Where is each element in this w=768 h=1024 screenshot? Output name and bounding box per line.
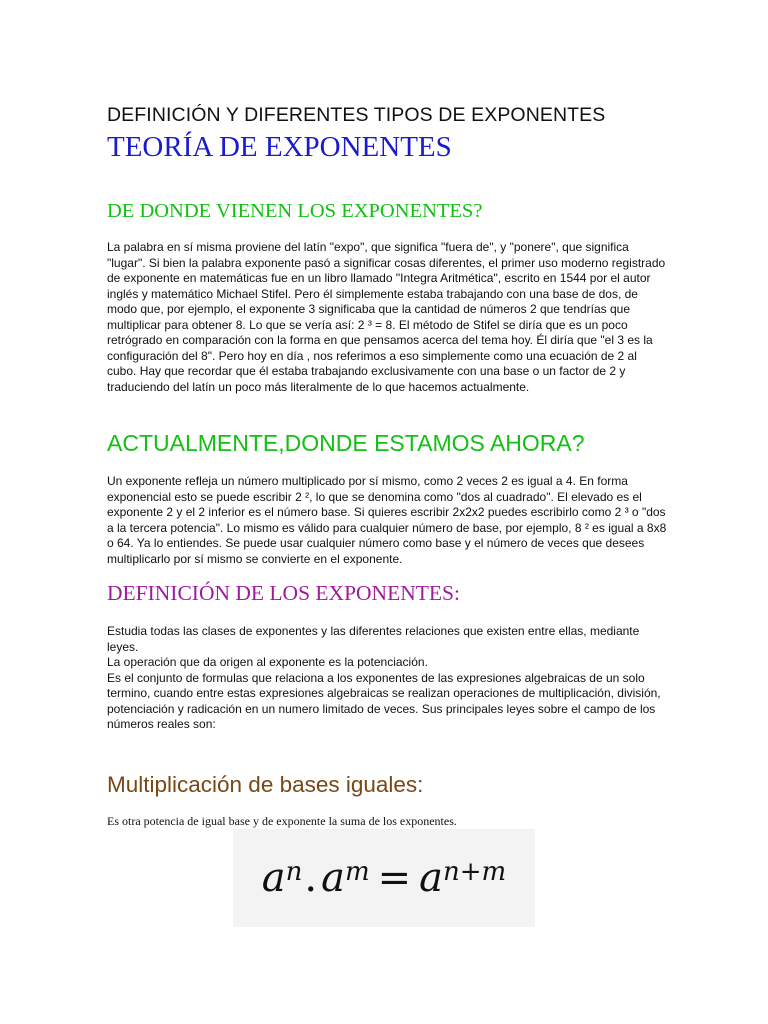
formula-expression (233, 829, 535, 927)
formula-exponent-n: n (285, 857, 303, 887)
formula-base-2: a (321, 855, 345, 901)
definition-line-3: Es el conjunto de formulas que relaciona a los exponentes de las expresiones algebraicas de un solo termino, cuando entre estas expresiones algebraicas se realizan operaciones de multiplicación, división, potenciación y radicación en un numero limitado de veces. Sus principales leyes sobre el campo de los números reales son: (107, 670, 661, 731)
definition-line-1: Estudia todas las clases de exponentes y las diferentes relaciones que existen entre ellas, mediante leyes. (107, 624, 640, 654)
formula-equals: = (377, 855, 412, 901)
paragraph-origin: La palabra en sí misma proviene del latín "expo", que significa "fuera de", y "ponere", que significa "lugar". Si bien la palabra exponente pasó a significar cosas diferentes, el primer uso moderno registrado de exponente en matemáticas fue en un libro llamado "Integra Aritmética", escrito en 1544 por el autor inglés y matemático Michael Stifel. Pero él simplemente estaba trabajando con una base de dos, de modo que, por ejemplo, el exponente 3 significaba que la cantidad de números 2 que tendrías que multiplicar para obtener 8. Lo que se vería así: 2 ³ = 8. El método de Stifel se diría que es un poco retrógrado en comparación con la forma en que pensamos acerca del tema hoy. Él diría que "el 3 es la configuración del 8". Pero hoy en día , nos referimos a eso simplemente como una ecuación de 2 al cubo. Hay que recordar que él estaba trabajando exclusivamente con una base o un factor de 2 y traduciendo del latín un poco más literalmente de lo que hacemos actualmente. (107, 240, 666, 394)
rule-description: Es otra potencia de igual base y de exponente la suma de los exponentes. (107, 814, 457, 828)
document-main-title: TEORÍA DE EXPONENTES (107, 131, 452, 163)
paragraph-definition (107, 624, 662, 733)
section-heading-multiplication: Multiplicación de bases iguales: (107, 772, 424, 797)
paragraph-current: Un exponente refleja un número multiplicado por sí mismo, como 2 veces 2 es igual a 4. En forma exponencial esto se puede escribir 2 ², lo que se denomina como "dos al cuadrado". El elevado es el exponente 2 y el 2 inferior es el número base. Si quieres escribir 2x2x2 puedes escribirlo como 2 ³ o "dos a la tercera potencia". Lo mismo es válido para cualquier número de base, por ejemplo, 8 ² es igual a 8x8 o 64. Ya lo entiendes. Se puede usar cualquier número como base y el número de veces que desees multiplicarlo por sí mismo se convierte en el exponente. (107, 474, 667, 566)
formula-dot: . (304, 855, 318, 901)
section-heading-current: ACTUALMENTE,DONDE ESTAMOS AHORA? (107, 430, 585, 456)
formula-image (233, 829, 535, 927)
formula-exponent-sum: n+m (443, 857, 507, 887)
section-heading-origin: DE DONDE VIENEN LOS EXPONENTES? (107, 200, 483, 222)
formula-base-1: a (261, 855, 286, 901)
definition-line-2: La operación que da origen al exponente es la potenciación. (107, 655, 428, 669)
formula-base-3: a (419, 855, 444, 901)
formula-exponent-m: m (344, 857, 370, 887)
section-heading-definition: DEFINICIÓN DE LOS EXPONENTES: (107, 581, 460, 605)
document-top-heading: DEFINICIÓN Y DIFERENTES TIPOS DE EXPONENTES (107, 104, 606, 126)
